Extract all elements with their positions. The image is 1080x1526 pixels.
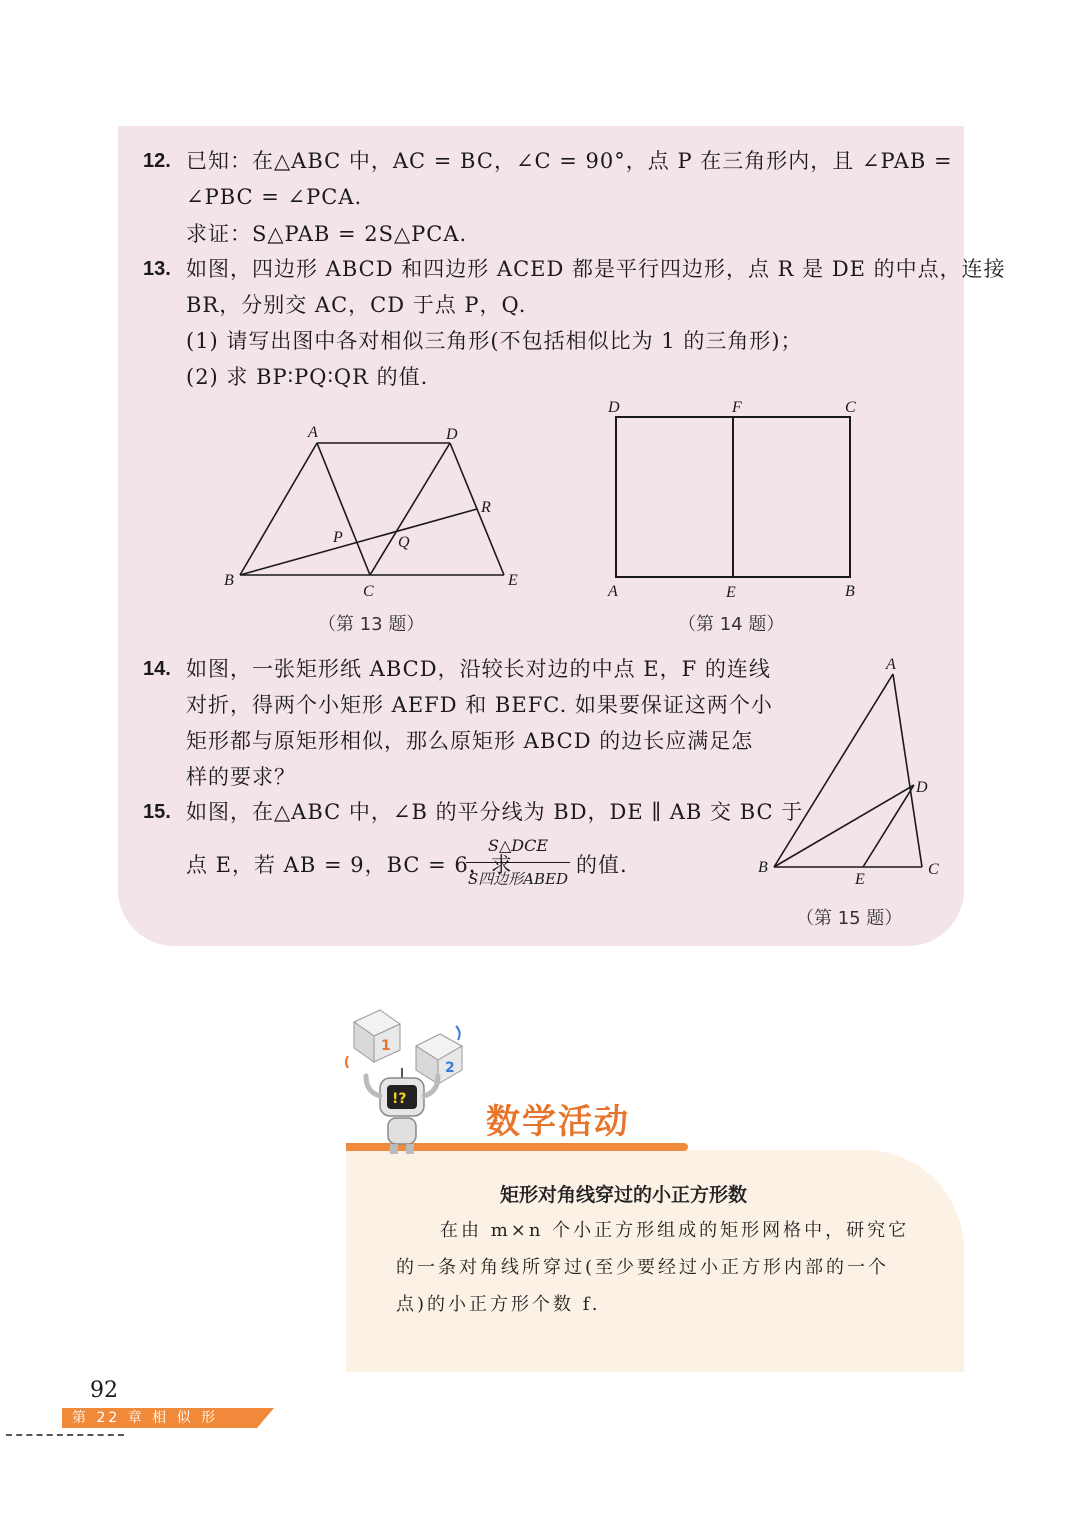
activity-paragraph-line1: 在由 m×n 个小正方形组成的矩形网格中，研究它 (440, 1220, 910, 1241)
figure-14-caption: （第 14 题） (678, 614, 785, 635)
segment-ba (240, 443, 317, 575)
activity-paragraph-line2: 的一条对角线所穿过(至少要经过小正方形内部的一个 (396, 1257, 890, 1278)
problem-15-line2-end: 的值. (576, 853, 628, 877)
problem-14-number: 14. (143, 658, 171, 680)
problem-14-line4: 样的要求？ (186, 765, 296, 789)
segment-ac (893, 674, 922, 867)
figure-13-caption: （第 13 题） (318, 614, 425, 635)
svg-text:2: 2 (445, 1060, 455, 1076)
label-e: E (855, 871, 865, 888)
problem-15-number: 15. (143, 801, 171, 823)
activity-paragraph-line3: 点)的小正方形个数 f. (396, 1294, 601, 1315)
fraction-numerator: S△DCE (487, 836, 548, 855)
label-c: C (928, 861, 939, 878)
label-d: D (608, 399, 620, 416)
problem-12-line1: 已知：在△ABC 中，AC = BC，∠C = 90°，点 P 在三角形内，且 ∠PAB = (186, 149, 953, 173)
chapter-label: 第 22 章 相 似 形 (72, 1410, 219, 1426)
label-d: D (446, 426, 458, 443)
label-c: C (363, 583, 374, 600)
figure-13 (220, 418, 530, 608)
page-number: 92 (90, 1378, 118, 1403)
label-b: B (845, 583, 855, 600)
footer-dashed-line (6, 1434, 124, 1436)
label-c: C (845, 399, 856, 416)
label-b: B (224, 572, 234, 589)
label-p: P (333, 529, 343, 546)
label-a: A (308, 424, 318, 441)
cube-icon (354, 1010, 400, 1062)
segment-de (863, 785, 914, 867)
label-b: B (758, 859, 768, 876)
activity-title: 数学活动 (486, 1102, 630, 1142)
problem-13-line1: 如图，四边形 ABCD 和四边形 ACED 都是平行四边形，点 R 是 DE 的中点，连接 (186, 257, 1006, 281)
figure-15 (752, 654, 952, 890)
problem-14-line3: 矩形都与原矩形相似，那么原矩形 ABCD 的边长应满足怎 (186, 729, 754, 753)
problem-12-line2: ∠PBC = ∠PCA. (186, 185, 363, 209)
svg-text:1: 1 (381, 1038, 391, 1054)
label-f: F (732, 399, 742, 416)
problem-13-line4: (2) 求 BP∶PQ∶QR 的值. (186, 365, 429, 389)
label-e: E (726, 584, 736, 601)
segment-cd (370, 443, 450, 575)
problem-15-line1: 如图，在△ABC 中，∠B 的平分线为 BD，DE ∥ AB 交 BC 于 (186, 800, 804, 824)
label-a: A (608, 583, 618, 600)
activity-subtitle: 矩形对角线穿过的小正方形数 (500, 1184, 748, 1206)
label-a: A (886, 656, 896, 673)
segment-ac (317, 443, 370, 575)
label-q: Q (398, 534, 410, 551)
problem-15-line2: 点 E，若 AB = 9，BC = 6，求 (186, 853, 513, 877)
fraction-denominator: S四边形ABED (467, 870, 569, 888)
robot-mascot-icon (340, 1004, 480, 1164)
problem-14-line2: 对折，得两个小矩形 AEFD 和 BEFC. 如果要保证这两个小 (186, 693, 773, 717)
segment-br (240, 509, 477, 575)
problem-13-line2: BR，分别交 AC，CD 于点 P，Q. (186, 293, 527, 317)
problem-12-line3: 求证：S△PAB = 2S△PCA. (186, 222, 468, 246)
figure-15-caption: （第 15 题） (796, 908, 903, 929)
problem-13-number: 13. (143, 258, 171, 280)
label-e: E (508, 572, 518, 589)
svg-text:!?: !? (392, 1091, 407, 1107)
label-r: R (481, 499, 491, 516)
problem-12-number: 12. (143, 150, 171, 172)
figure-14 (600, 394, 870, 604)
problem-14-line1: 如图，一张矩形纸 ABCD，沿较长对边的中点 E，F 的连线 (186, 657, 771, 681)
fraction-bar (466, 862, 570, 863)
problem-13-line3: (1) 请写出图中各对相似三角形(不包括相似比为 1 的三角形)； (186, 329, 803, 353)
segment-ba (774, 674, 893, 867)
segment-bd (774, 785, 914, 867)
label-d: D (916, 779, 928, 796)
